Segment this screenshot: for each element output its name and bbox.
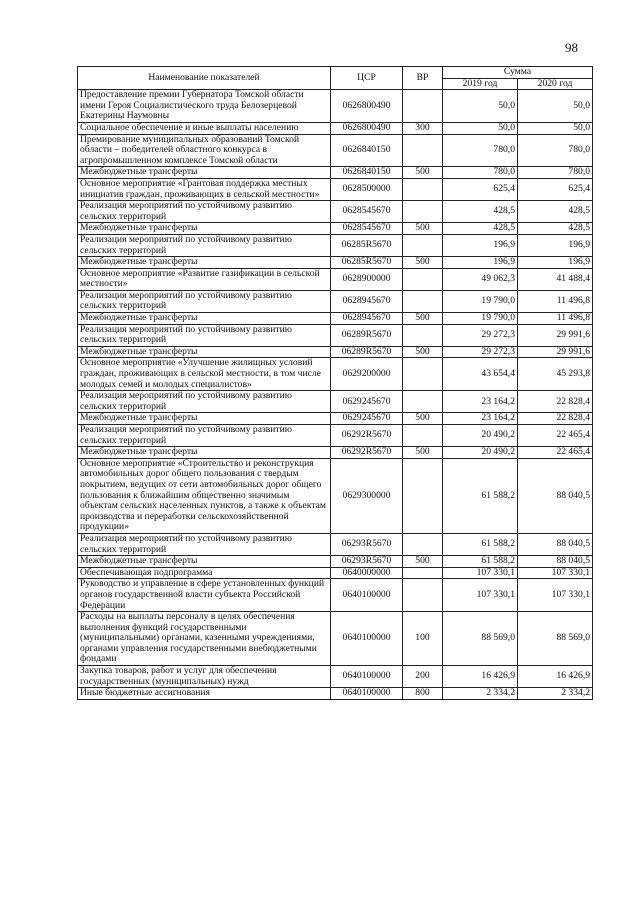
cell-name: Межбюджетные трансферты	[78, 413, 331, 425]
cell-csr: 06289R5670	[331, 346, 403, 358]
cell-sum-2020: 22 828,4	[518, 413, 593, 425]
cell-sum-2020: 428,5	[518, 223, 593, 235]
cell-csr: 0629245670	[331, 413, 403, 425]
cell-sum-2019: 29 272,3	[443, 324, 518, 346]
table-row	[78, 579, 593, 612]
cell-name: Реализация мероприятий по устойчивому развитию сельских территорий	[78, 425, 331, 447]
cell-name: Межбюджетные трансферты	[78, 223, 331, 235]
cell-name: Социальное обеспечение и иные выплаты населению	[78, 122, 331, 134]
cell-vr	[403, 201, 443, 223]
table-row	[78, 391, 593, 413]
cell-sum-2020: 2 334,2	[518, 688, 593, 700]
cell-sum-2019: 61 588,2	[443, 556, 518, 568]
cell-csr: 0629300000	[331, 458, 403, 533]
header-vr: ВР	[403, 67, 443, 90]
table-row	[78, 413, 593, 425]
cell-sum-2019: 20 490,2	[443, 447, 518, 459]
cell-csr: 0640100000	[331, 688, 403, 700]
cell-csr: 06292R5670	[331, 425, 403, 447]
cell-sum-2019: 780,0	[443, 134, 518, 167]
cell-sum-2020: 50,0	[518, 90, 593, 123]
cell-sum-2020: 41 488,4	[518, 268, 593, 290]
cell-name: Предоставление премии Губернатора Томской области имени Героя Социалистического труда Белозерцевой Екатерины Наумовны	[78, 90, 331, 123]
cell-csr: 0629200000	[331, 358, 403, 391]
table-row	[78, 234, 593, 256]
cell-csr: 06293R5670	[331, 556, 403, 568]
cell-sum-2019: 196,9	[443, 257, 518, 269]
cell-csr: 0628545670	[331, 201, 403, 223]
cell-vr: 500	[403, 167, 443, 179]
cell-name: Межбюджетные трансферты	[78, 346, 331, 358]
table-row	[78, 178, 593, 200]
table-row	[78, 223, 593, 235]
table-row	[78, 167, 593, 179]
cell-sum-2019: 107 330,1	[443, 567, 518, 579]
cell-name: Расходы на выплаты персоналу в целях обеспечения выполнения функций государственными (муниципальными) органами, казенными учреждениями, органами управления государственными внебюджетными фондами	[78, 612, 331, 666]
cell-sum-2020: 11 496,8	[518, 290, 593, 312]
cell-csr: 0640100000	[331, 612, 403, 666]
cell-csr: 0640100000	[331, 579, 403, 612]
cell-csr: 0640000000	[331, 567, 403, 579]
cell-sum-2019: 23 164,2	[443, 391, 518, 413]
cell-sum-2019: 16 426,9	[443, 666, 518, 688]
cell-csr: 06293R5670	[331, 533, 403, 555]
cell-sum-2019: 780,0	[443, 167, 518, 179]
cell-csr: 0628900000	[331, 268, 403, 290]
table-row	[78, 324, 593, 346]
cell-vr: 800	[403, 688, 443, 700]
cell-sum-2020: 29 991,6	[518, 346, 593, 358]
cell-sum-2020: 780,0	[518, 167, 593, 179]
cell-name: Премирование муниципальных образований Томской области – победителей областного конкурса в агропромышленном комплексе Томской области	[78, 134, 331, 167]
cell-csr: 0640100000	[331, 666, 403, 688]
cell-vr: 100	[403, 612, 443, 666]
cell-csr: 0626840150	[331, 134, 403, 167]
cell-name: Реализация мероприятий по устойчивому развитию сельских территорий	[78, 391, 331, 413]
cell-csr: 06285R5670	[331, 234, 403, 256]
cell-sum-2020: 22 465,4	[518, 425, 593, 447]
cell-vr	[403, 533, 443, 555]
cell-vr	[403, 579, 443, 612]
cell-vr: 500	[403, 223, 443, 235]
cell-csr: 06285R5670	[331, 257, 403, 269]
cell-sum-2019: 49 062,3	[443, 268, 518, 290]
cell-vr	[403, 458, 443, 533]
header-sum: Сумма	[443, 67, 593, 79]
table-row	[78, 458, 593, 533]
cell-sum-2020: 29 991,6	[518, 324, 593, 346]
cell-sum-2019: 2 334,2	[443, 688, 518, 700]
cell-vr	[403, 178, 443, 200]
cell-sum-2020: 50,0	[518, 122, 593, 134]
cell-vr: 500	[403, 257, 443, 269]
table-row	[78, 134, 593, 167]
table-row	[78, 612, 593, 666]
cell-vr	[403, 134, 443, 167]
cell-sum-2019: 61 588,2	[443, 458, 518, 533]
cell-sum-2020: 625,4	[518, 178, 593, 200]
cell-csr: 0628945670	[331, 290, 403, 312]
cell-sum-2019: 19 790,0	[443, 313, 518, 325]
cell-vr	[403, 268, 443, 290]
cell-sum-2019: 88 569,0	[443, 612, 518, 666]
cell-name: Основное мероприятие «Улучшение жилищных условий граждан, проживающих в сельской местности, в том числе молодых семей и молодых специалистов»	[78, 358, 331, 391]
cell-sum-2020: 107 330,1	[518, 579, 593, 612]
cell-sum-2020: 88 040,5	[518, 458, 593, 533]
cell-csr: 06289R5670	[331, 324, 403, 346]
cell-vr: 500	[403, 313, 443, 325]
cell-csr: 0626840150	[331, 167, 403, 179]
cell-vr: 500	[403, 346, 443, 358]
cell-name: Межбюджетные трансферты	[78, 167, 331, 179]
cell-sum-2020: 428,5	[518, 201, 593, 223]
cell-name: Руководство и управление в сфере установленных функций органов государственной власти субъекта Российской Федерации	[78, 579, 331, 612]
cell-csr: 0628545670	[331, 223, 403, 235]
table-row	[78, 290, 593, 312]
table-row	[78, 358, 593, 391]
budget-table	[77, 66, 593, 700]
cell-name: Иные бюджетные ассигнования	[78, 688, 331, 700]
cell-sum-2020: 196,9	[518, 234, 593, 256]
cell-vr	[403, 234, 443, 256]
table-row	[78, 346, 593, 358]
cell-name: Межбюджетные трансферты	[78, 257, 331, 269]
cell-name: Основное мероприятие «Развитие газификации в сельской местности»	[78, 268, 331, 290]
cell-name: Реализация мероприятий по устойчивому развитию сельских территорий	[78, 533, 331, 555]
cell-vr: 500	[403, 447, 443, 459]
cell-sum-2020: 780,0	[518, 134, 593, 167]
cell-sum-2019: 23 164,2	[443, 413, 518, 425]
cell-vr	[403, 90, 443, 123]
table-row	[78, 90, 593, 123]
table-body	[78, 90, 593, 700]
cell-sum-2019: 29 272,3	[443, 346, 518, 358]
cell-name: Обеспечивающая подпрограмма	[78, 567, 331, 579]
cell-name: Межбюджетные трансферты	[78, 556, 331, 568]
cell-sum-2020: 22 828,4	[518, 391, 593, 413]
cell-sum-2020: 196,9	[518, 257, 593, 269]
table-row	[78, 666, 593, 688]
cell-vr	[403, 567, 443, 579]
cell-vr: 300	[403, 122, 443, 134]
cell-vr: 500	[403, 556, 443, 568]
cell-sum-2019: 43 654,4	[443, 358, 518, 391]
cell-csr: 06292R5670	[331, 447, 403, 459]
cell-sum-2019: 107 330,1	[443, 579, 518, 612]
table-row	[78, 447, 593, 459]
cell-name: Закупка товаров, работ и услуг для обеспечения государственных (муниципальных) нужд	[78, 666, 331, 688]
cell-sum-2019: 19 790,0	[443, 290, 518, 312]
table-row	[78, 257, 593, 269]
cell-name: Реализация мероприятий по устойчивому развитию сельских территорий	[78, 234, 331, 256]
cell-csr: 0628945670	[331, 313, 403, 325]
cell-sum-2020: 88 040,5	[518, 556, 593, 568]
cell-csr: 0628500000	[331, 178, 403, 200]
cell-vr	[403, 425, 443, 447]
cell-sum-2019: 20 490,2	[443, 425, 518, 447]
header-year-2019: 2019 год	[443, 78, 518, 90]
cell-name: Основное мероприятие «Строительство и реконструкция автомобильных дорог общего пользования с твердым покрытием, ведущих от сети автомобильных дорог общего пользования к ближайшим общественно значимым объектам сельских населенных пунктов, а также к объектам производства и переработки сельскохозяйственной продукции»	[78, 458, 331, 533]
header-year-2020: 2020 год	[518, 78, 593, 90]
cell-name: Реализация мероприятий по устойчивому развитию сельских территорий	[78, 201, 331, 223]
cell-sum-2019: 50,0	[443, 122, 518, 134]
cell-name: Реализация мероприятий по устойчивому развитию сельских территорий	[78, 324, 331, 346]
table-row	[78, 122, 593, 134]
table-row	[78, 688, 593, 700]
table-row	[78, 425, 593, 447]
cell-sum-2019: 428,5	[443, 201, 518, 223]
cell-vr: 200	[403, 666, 443, 688]
cell-sum-2019: 196,9	[443, 234, 518, 256]
table-row	[78, 567, 593, 579]
cell-name: Реализация мероприятий по устойчивому развитию сельских территорий	[78, 290, 331, 312]
table-row	[78, 313, 593, 325]
cell-name: Межбюджетные трансферты	[78, 447, 331, 459]
cell-vr	[403, 391, 443, 413]
cell-sum-2019: 625,4	[443, 178, 518, 200]
cell-sum-2020: 45 293,8	[518, 358, 593, 391]
cell-sum-2020: 22 465,4	[518, 447, 593, 459]
cell-sum-2019: 50,0	[443, 90, 518, 123]
cell-name: Межбюджетные трансферты	[78, 313, 331, 325]
cell-sum-2020: 11 496,8	[518, 313, 593, 325]
table-row	[78, 533, 593, 555]
cell-sum-2019: 61 588,2	[443, 533, 518, 555]
cell-vr	[403, 358, 443, 391]
table-row	[78, 556, 593, 568]
cell-sum-2020: 107 330,1	[518, 567, 593, 579]
table-row	[78, 268, 593, 290]
page-number: 98	[565, 40, 578, 55]
cell-name: Основное мероприятие «Грантовая поддержка местных инициатив граждан, проживающих в сельской местности»	[78, 178, 331, 200]
header-name: Наименование показателей	[78, 67, 331, 90]
cell-sum-2019: 428,5	[443, 223, 518, 235]
cell-vr: 500	[403, 413, 443, 425]
cell-vr	[403, 290, 443, 312]
cell-sum-2020: 88 569,0	[518, 612, 593, 666]
table-header	[78, 67, 593, 90]
cell-sum-2020: 88 040,5	[518, 533, 593, 555]
cell-csr: 0629245670	[331, 391, 403, 413]
header-csr: ЦСР	[331, 67, 403, 90]
cell-csr: 0626800490	[331, 90, 403, 123]
cell-vr	[403, 324, 443, 346]
cell-csr: 0626800490	[331, 122, 403, 134]
cell-sum-2020: 16 426,9	[518, 666, 593, 688]
table-row	[78, 201, 593, 223]
